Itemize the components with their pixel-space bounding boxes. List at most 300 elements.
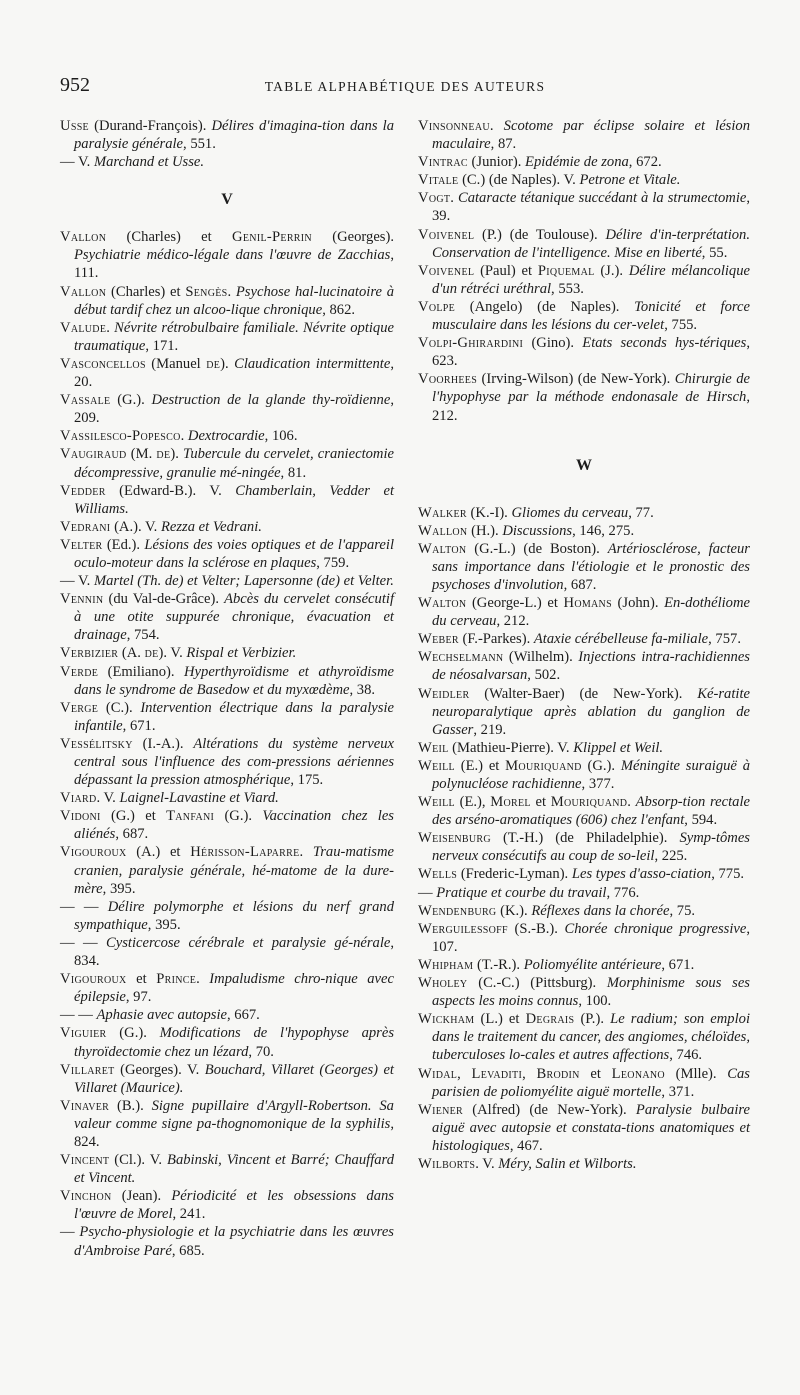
entry-text: , 70. [248, 1043, 274, 1060]
work-title: Tubercule du cervelet, craniectomie décompressive, granulie mé-ningée [74, 446, 394, 481]
entry-text: , 502. [527, 667, 561, 684]
work-title: Le radium; son emploi dans le traitement du cancer, des angiomes, chéloïdes, tuberculoses lo-cales et autres affections [432, 1011, 751, 1064]
author-name: Vogt [418, 190, 451, 207]
entry-text: , 671. [122, 717, 156, 734]
work-title: Les types d'asso-ciation [571, 866, 712, 883]
author-name: Verbizier [60, 645, 119, 662]
entry-text: , 219. [473, 721, 507, 738]
entry-text: , 75. [669, 902, 696, 919]
entry-text: , 38. [349, 681, 376, 698]
work-title: Chorée chronique progressive [564, 920, 747, 937]
work-title: Destruction de la glande thy-roïdienne [151, 392, 391, 409]
entry-text: , 225. [654, 848, 688, 865]
entry-text: (Gino). [523, 335, 583, 352]
index-entry [418, 884, 750, 902]
work-title: Bouchard, Villaret (Georges) et Villaret (Maurice). [74, 1061, 394, 1096]
author-name: Viguier [60, 1025, 107, 1042]
entry-text: (Mlle). [664, 1065, 728, 1082]
entry-text: , 212. [432, 389, 750, 424]
entry-text: (G.). [106, 1025, 160, 1042]
author-name: Genil-Perrin [232, 229, 312, 246]
author-name: Piquemal [537, 262, 595, 279]
entry-text: (George-L.) et [466, 595, 564, 612]
work-title: Cas parisien de poliomyélite aiguë mortelle [432, 1065, 750, 1100]
author-name: Vidoni [60, 808, 101, 825]
entry-text: , 212. [496, 613, 530, 630]
entry-text: (Ed.). [102, 536, 145, 553]
entry-text: (K.). [496, 902, 532, 919]
entry-text: (Jean). [111, 1188, 172, 1205]
entry-text: — V. [60, 154, 94, 171]
entry-text: , 39. [432, 190, 751, 225]
author-name: Valude [60, 319, 107, 336]
author-name: Vitale [418, 172, 459, 189]
work-title: Poliomyélite antérieure [523, 956, 662, 973]
work-title: Dextrocardie [187, 428, 265, 445]
work-title: Périodicité et les obsessions dans l'œuvre de Morel [74, 1188, 394, 1223]
work-title: Hyperthyroïdisme et athyroïdisme dans le syndrome de Basedow et du myxœdème [74, 663, 394, 698]
index-entry [418, 974, 750, 1010]
entry-text: et [530, 794, 551, 811]
entry-text: (M. [126, 446, 157, 463]
index-entry [60, 1223, 394, 1259]
work-title: Epidémie de zona [525, 154, 629, 171]
index-entry [60, 699, 394, 735]
entry-text: (A. [118, 645, 145, 662]
entry-text: (C.-C.) (Pittsburg). [467, 975, 607, 992]
entry-text: (G.-L.) (de Boston). [466, 540, 608, 557]
author-name: Vallon [60, 229, 107, 246]
entry-text: (F.-Parkes). [458, 631, 534, 648]
author-name: de [156, 446, 171, 463]
author-name: Whipham [418, 956, 474, 973]
author-name: Mouriquand [550, 794, 628, 811]
entry-text: (Manuel [145, 355, 207, 372]
index-entry [418, 594, 750, 630]
entry-text: (Angelo) (de Naples). [455, 298, 635, 315]
entry-text: , 377. [581, 776, 615, 792]
index-entry [60, 1151, 394, 1187]
work-title: Modifications de l'hypophyse après thyroïdectomie chez un lézard [74, 1025, 394, 1060]
entry-text: , 687. [115, 826, 149, 843]
entry-text: ). [220, 355, 235, 372]
index-entry [418, 189, 750, 225]
entry-text: , 672. [628, 154, 662, 171]
index-entry [418, 370, 750, 424]
index-entry [418, 522, 750, 540]
entry-text: (H.). [467, 522, 503, 539]
index-entry [418, 793, 750, 829]
index-entry [60, 355, 394, 391]
entry-text: , 623. [432, 335, 750, 370]
entry-text: (A.). V. [110, 518, 161, 535]
work-title: Tonicité et force musculaire dans les lésions du cer-velet [432, 298, 750, 334]
entry-text: , 824. [74, 1115, 394, 1150]
entry-text: (John). [611, 595, 665, 612]
entry-text: . [196, 971, 210, 988]
entry-text: — — [60, 898, 108, 915]
entry-text: — [418, 884, 437, 901]
author-name: Wickham [418, 1011, 475, 1028]
entry-text: (Frederic-Lyman). [457, 866, 572, 883]
work-title: Cataracte tétanique succédant à la strumectomie [457, 190, 747, 207]
entry-text: (C.) (de Naples). V. [458, 172, 580, 189]
entry-text: (J.). [594, 262, 629, 279]
author-name: Weil [418, 739, 449, 756]
index-entry [418, 1010, 750, 1064]
entry-text: (T.-R.). [473, 956, 524, 973]
work-title: Trau-matisme cranien, paralysie générale, hé-matome de la dure-mère [74, 844, 394, 897]
work-title: Paralysie bulbaire aiguë avec autopsie et constata-tions anatomiques et histologiques [432, 1101, 750, 1154]
index-entry [60, 391, 394, 427]
work-title: Claudication intermittente [234, 355, 391, 372]
entry-text: (Irving-Wilson) (de New-York). [477, 371, 675, 388]
work-title: Discussions [502, 522, 573, 539]
index-entry [418, 902, 750, 920]
author-name: Vassilesco-Popesco [60, 428, 181, 445]
entry-text: (K.-I). [466, 504, 512, 521]
author-name: Prince [156, 971, 197, 988]
index-entry [60, 319, 394, 355]
work-title: Ké-ratite neuroparalytique après ablation du ganglion de Gasser [432, 685, 750, 738]
index-entry [60, 427, 394, 445]
work-title: Rispal et Verbizier. [186, 645, 297, 662]
page-header [60, 74, 750, 100]
index-entry [60, 536, 394, 572]
entry-text: . [489, 118, 504, 134]
author-name: Leonano [611, 1065, 665, 1082]
author-name: Weber [418, 631, 459, 648]
entry-text: (du Val-de-Grâce). [103, 591, 225, 608]
work-title: Ataxie cérébelleuse fa-miliale [533, 631, 709, 648]
entry-text: (C.). [98, 699, 141, 716]
author-name: Sengès [185, 283, 228, 300]
index-entry [60, 898, 394, 934]
entry-text: , 371. [661, 1083, 695, 1100]
entry-text: , 146, 275. [572, 522, 635, 539]
author-name: Vedder [60, 482, 106, 499]
index-entry [418, 865, 750, 883]
index-entry [60, 117, 394, 153]
entry-text: , 209. [74, 392, 394, 427]
author-name: Voivenel [418, 226, 475, 243]
author-name: Vennin [60, 591, 104, 608]
author-name: Voivenel [418, 262, 475, 279]
index-entry [418, 956, 750, 974]
author-name: Widal [418, 1065, 458, 1082]
entry-text: , 100. [578, 993, 612, 1010]
entry-text: (Charles) et [106, 229, 233, 246]
index-entry [60, 789, 394, 807]
entry-text: . [180, 428, 188, 445]
entry-text: (Walter-Baer) (de New-York). [469, 685, 698, 702]
entry-text: — [60, 1224, 80, 1241]
entry-text: (A.) et [126, 844, 191, 861]
entry-text: (L.) et [474, 1011, 526, 1028]
work-title: Absorp-tion rectale des arséno-aromatiques (606) chez l'enfant [432, 794, 750, 829]
author-name: Walton [418, 540, 467, 557]
author-name: Viard [60, 790, 97, 807]
entry-text: . [299, 844, 313, 861]
author-name: Vinsonneau [418, 118, 490, 134]
index-entry [60, 644, 394, 662]
left-column [60, 117, 394, 1260]
index-entry [60, 807, 394, 843]
running-title: TABLE ALPHABÉTIQUE DES AUTEURS [264, 79, 546, 94]
entry-text: (Junior). [467, 154, 526, 171]
entry-text: , 175. [290, 772, 324, 789]
index-entry [418, 153, 750, 171]
entry-text: , 171. [145, 337, 179, 354]
entry-text: . [106, 319, 115, 336]
index-entry [418, 298, 750, 334]
entry-text: (G.). [581, 757, 621, 774]
entry-text: (E.), [454, 794, 491, 811]
index-entry [418, 1155, 750, 1173]
author-name: de [206, 355, 221, 372]
entry-text: , 87. [490, 136, 517, 153]
entry-text: (Mathieu-Pierre). V. [448, 739, 574, 756]
index-entry [418, 334, 750, 370]
entry-text: (Charles) et [106, 283, 186, 300]
author-name: Wiener [418, 1101, 464, 1118]
entry-text: (G.). [214, 808, 263, 825]
page-number: 952 [60, 74, 90, 96]
section-letter: W [576, 456, 592, 474]
index-entry [418, 920, 750, 956]
entry-text: , 111. [74, 247, 394, 282]
entry-text: , 467. [509, 1137, 543, 1154]
entry-text: (S.-B.). [507, 920, 565, 937]
work-title: Laignel-Lavastine et Viard. [119, 790, 279, 807]
entry-text: . V. [96, 790, 120, 807]
author-name: Hérisson-Laparre [190, 844, 300, 861]
work-title: Injections intra-rachidiennes de néosalvarsan [432, 649, 750, 684]
entry-text: , 862. [322, 301, 356, 318]
entry-text: , [457, 1065, 472, 1082]
author-name: Usse [60, 118, 89, 134]
entry-text: ). [170, 446, 184, 463]
work-title: Marchand et Usse. [93, 154, 205, 171]
entry-text: , 395. [147, 916, 181, 933]
index-entry [418, 171, 750, 189]
work-title: Martel (Th. de) et Velter; Lapersonne (de) et Velter. [93, 573, 394, 590]
entry-text: ). V. [158, 645, 187, 662]
work-title: Aphasie avec autopsie [96, 1007, 227, 1024]
author-name: de [144, 645, 159, 662]
work-title: Cysticercose cérébrale et paralysie gé-nérale [106, 934, 391, 951]
index-entry [418, 1065, 750, 1101]
index-entry [418, 504, 750, 522]
work-title: Névrite rétrobulbaire familiale. Névrite optique traumatique [74, 319, 394, 354]
work-title: Délires d'imagina-tion dans la paralysie générale [74, 118, 394, 153]
index-entry [60, 735, 394, 789]
entry-text: , 55. [701, 244, 728, 261]
work-title: Délire d'in-terprétation. Conservation de l'intelligence. Mise en liberté [432, 226, 750, 261]
index-entry [418, 685, 750, 739]
index-entry [60, 482, 394, 518]
entry-text: , 757. [708, 631, 741, 648]
work-title: Délire mélancolique d'un rétréci uréthral [432, 262, 750, 297]
entry-text: — — [60, 1007, 97, 1024]
author-name: Vinchon [60, 1188, 112, 1205]
work-title: Babinski, Vincent et Barré; Chauffard et Vincent. [74, 1152, 394, 1187]
author-name: Wendenburg [418, 902, 497, 919]
entry-text: (Cl.). V. [109, 1152, 168, 1169]
work-title: Méningite suraiguë à polynucléose rachidienne [432, 757, 750, 792]
author-name: Vintrac [418, 154, 468, 171]
entry-text: (Edward-B.). V. [105, 482, 236, 499]
entry-text: , 671. [661, 956, 695, 973]
entry-text: . [227, 283, 236, 300]
author-name: Vedrani [60, 518, 111, 535]
work-title: Artériosclérose, facteur sans importance dans l'étiologie et le pronostic des psychoses d'involution [432, 540, 750, 593]
index-entry [418, 630, 750, 648]
author-name: Walton [418, 595, 467, 612]
author-name: Velter [60, 536, 103, 553]
entry-text: . [627, 794, 636, 811]
author-name: Wholey [418, 975, 468, 992]
entry-text: , 20. [74, 355, 394, 391]
author-name: Vessélitsky [60, 735, 133, 752]
work-title: Méry, Salin et Wilborts. [498, 1155, 637, 1172]
entry-text: et [126, 971, 157, 988]
work-title: Psychose hal-lucinatoire à début tardif chez un alcoo-lique chronique [74, 283, 395, 318]
entry-text: — — [60, 934, 107, 951]
work-title: Psycho-physiologie et la psychiatrie dans les œuvres d'Ambroise Paré [74, 1224, 394, 1259]
author-name: Vaugiraud [60, 446, 127, 463]
entry-text: , 687. [563, 576, 597, 593]
author-name: Wells [418, 866, 458, 883]
entry-text: , 106. [264, 428, 298, 445]
entry-text: et [579, 1065, 612, 1082]
index-entry [60, 590, 394, 644]
author-name: Vasconcellos [60, 355, 146, 372]
entry-text: , 759. [316, 554, 350, 571]
author-name: Wilborts [418, 1155, 476, 1172]
author-name: Wechselmann [418, 649, 504, 666]
index-entry [418, 1101, 750, 1155]
entry-text: (B.). [109, 1097, 152, 1114]
author-name: Walker [418, 504, 467, 521]
entry-text: , 667. [226, 1007, 260, 1024]
entry-text: (P.). [574, 1011, 611, 1028]
author-name: Vinaver [60, 1097, 110, 1114]
entry-text: (I.-A.). [132, 735, 194, 752]
index-entry [418, 262, 750, 298]
author-name: Levaditi [471, 1065, 523, 1082]
author-name: Weill [418, 794, 455, 811]
entry-text: , 834. [74, 934, 395, 970]
author-name: Vassale [60, 392, 111, 409]
entry-text: , 685. [171, 1242, 205, 1259]
author-name: Volpi-Ghirardini [418, 335, 524, 352]
entry-text: , 775. [711, 866, 745, 883]
work-title: Symp-tômes nerveux consécutifs au coup de so-leil [432, 830, 750, 865]
entry-text: , 77. [628, 504, 654, 521]
index-entry [418, 829, 750, 865]
index-entry [60, 518, 394, 536]
index-entry [418, 226, 750, 262]
entry-text: (Emiliano). [98, 663, 184, 680]
entry-text: . V. [475, 1155, 499, 1172]
entry-text: , 395. [102, 880, 136, 897]
index-entry [60, 970, 394, 1006]
index-entry [60, 1024, 394, 1060]
work-title: Chirurgie de l'hypophyse par la méthode endonasale de Hirsch [432, 371, 750, 406]
author-name: Vallon [60, 283, 107, 300]
work-title: Rezza et Vedrani. [160, 518, 262, 535]
entry-text: , 776. [606, 884, 640, 901]
entry-text: (Wilhelm). [503, 649, 579, 666]
author-name: Weidler [418, 685, 470, 702]
entry-text: , 551. [183, 136, 216, 153]
index-entry [60, 934, 394, 970]
work-title: Signe pupillaire d'Argyll-Robertson. Sa valeur comme signe pa-thognomonique de la syphilis [74, 1097, 394, 1132]
index-entry [418, 540, 750, 594]
index-entry [418, 117, 750, 153]
entry-text: , 594. [684, 812, 718, 829]
entry-text: — V. [60, 573, 94, 590]
entry-text: , 754. [126, 627, 160, 644]
author-name: Vincent [60, 1152, 110, 1169]
author-name: Morel [490, 794, 531, 811]
index-entry [60, 1061, 394, 1097]
work-title: Altérations du système nerveux central sous l'influence des com-pressions aériennes dépassant la pression atmosphérique [74, 735, 394, 789]
author-name: Weisenburg [418, 830, 491, 847]
entry-text: , 241. [172, 1206, 206, 1223]
author-name: Mouriquand [505, 757, 582, 774]
author-name: Weill [418, 757, 455, 774]
author-name: Verde [60, 663, 99, 680]
entry-text: (P.) (de Toulouse). [474, 226, 606, 243]
index-entry [60, 843, 394, 897]
index-entry [60, 228, 394, 282]
index-entry [60, 1006, 394, 1024]
work-title: Impaludisme chro-nique avec épilepsie [74, 971, 394, 1006]
entry-text: , 746. [669, 1047, 703, 1064]
entry-text: (Alfred) (de New-York). [463, 1101, 636, 1118]
entry-text: , 107. [432, 920, 750, 955]
index-entry [60, 663, 394, 699]
work-title: Vaccination chez les aliénés [74, 808, 394, 843]
work-title: Klippel et Weil. [573, 739, 664, 756]
work-title: Etats seconds hys-tériques [582, 335, 747, 352]
author-name: Tanfani [166, 808, 215, 825]
author-name: Wallon [418, 522, 468, 539]
work-title: Intervention électrique dans la paralysie infantile [74, 699, 394, 734]
index-entry [60, 283, 394, 319]
author-name: Brodin [536, 1065, 580, 1082]
author-name: Villaret [60, 1061, 115, 1078]
index-entry [418, 648, 750, 684]
index-entry [60, 1097, 394, 1151]
entry-text: (G.). [110, 392, 152, 409]
entry-text: (Paul) et [474, 262, 538, 279]
author-name: Degrais [525, 1011, 575, 1028]
entry-text: , 553. [551, 280, 584, 297]
index-entry [418, 757, 750, 793]
entry-text: (E.) et [454, 757, 506, 774]
author-name: Vigouroux [60, 971, 127, 988]
entry-text: , 97. [125, 989, 152, 1006]
work-title: Pratique et courbe du travail [436, 884, 607, 901]
author-name: Werguilessoff [418, 920, 508, 937]
index-entry [418, 739, 750, 757]
right-column [418, 117, 750, 1173]
entry-text: (Durand-François). [88, 118, 212, 134]
author-name: Verge [60, 699, 99, 716]
